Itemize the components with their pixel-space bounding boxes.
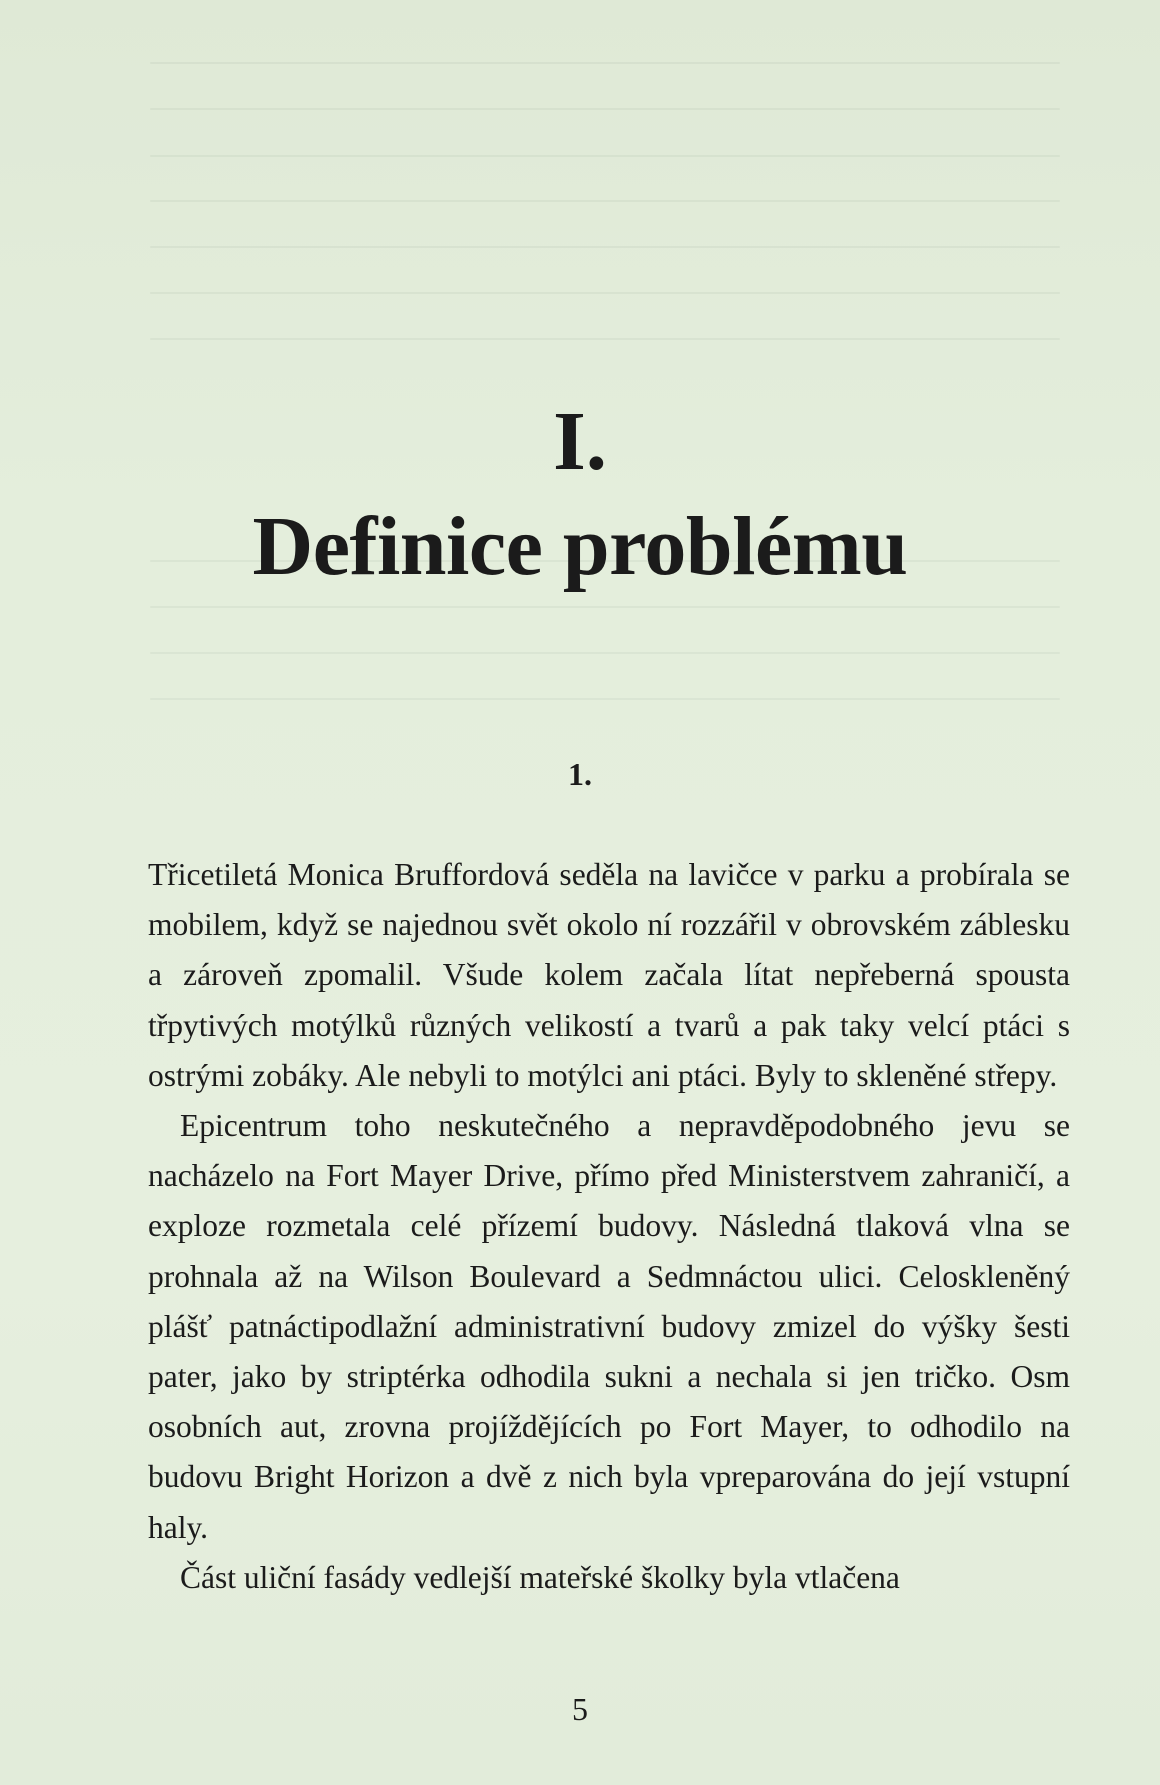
bleed-through-line	[150, 338, 1060, 340]
chapter-number: 1.	[568, 756, 592, 792]
paragraph: Část uliční fasády vedlejší mateřské školky byla vtlačena	[180, 1559, 900, 1595]
bleed-through-line	[150, 292, 1060, 294]
bleed-through-line	[150, 200, 1060, 202]
part-title: Definice problému	[252, 500, 908, 593]
bleed-through-line	[150, 155, 1060, 157]
part-numeral: I.	[553, 395, 607, 488]
bleed-through-line	[150, 606, 1060, 608]
paragraph: Třicetiletá Monica Bruffordová seděla na lavičce v parku a probírala se mobilem, když se najednou svět okolo ní rozzářil v obrovském záblesku a zároveň zpomalil. Všude kolem začala lítat nepřeberná spousta třpytivých motýlků různých velikostí a tvarů a pak taky velcí ptáci s ostrými zobáky. Ale nebyli to motýlci ani ptáci. Byly to skleněné střepy.	[148, 857, 1070, 1093]
bleed-through-line	[150, 62, 1060, 64]
bleed-through-line	[150, 108, 1060, 110]
body-text	[148, 850, 1070, 1603]
bleed-through-line	[150, 246, 1060, 248]
page-number: 5	[572, 1691, 588, 1727]
paragraph: Epicentrum toho neskutečného a nepravděpodobného jevu se nacházelo na Fort Mayer Drive, přímo před Ministerstvem zahraničí, a exploze rozmetala celé přízemí budovy. Následná tlaková vlna se prohnala až na Wilson Boulevard a Sedmnáctou ulici. Celoskleněný plášť patnáctipodlažní administrativní budovy zmizel do výšky šesti pater, jako by striptérka odhodila sukni a nechala si jen tričko. Osm osobních aut, zrovna projíždějících po Fort Mayer, to odhodilo na budovu Bright Horizon a dvě z nich byla vpreparována do její vstupní haly.	[148, 1108, 1070, 1545]
bleed-through-line	[150, 698, 1060, 700]
bleed-through-line	[150, 652, 1060, 654]
